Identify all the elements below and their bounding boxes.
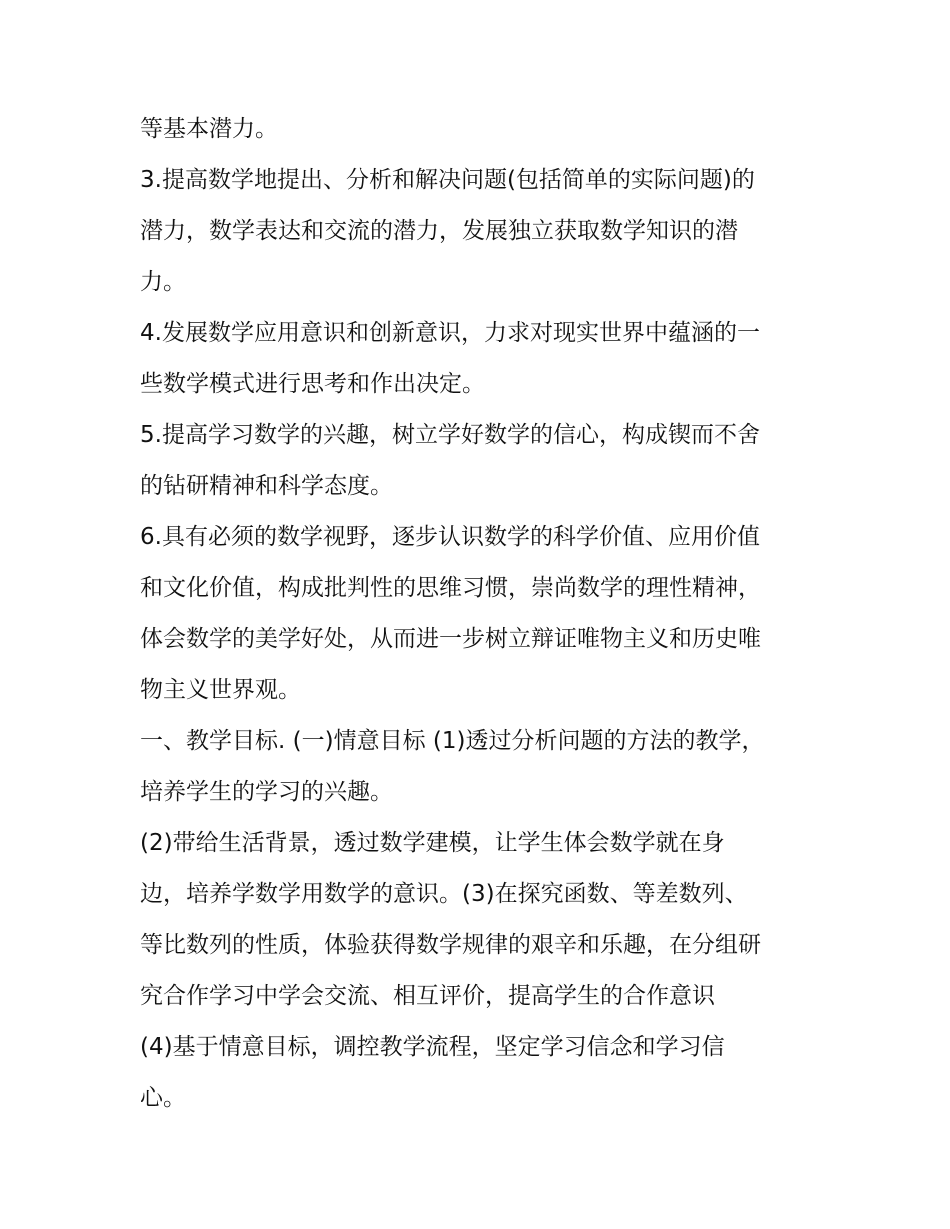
text-line: 潜力，数学表达和交流的潜力，发展独立获取数学知识的潜 [140,218,738,244]
text-line: (2)带给生活背景，透过数学建模，让学生体会数学就在身 [140,830,725,856]
text-line: (4)基于情意目标，调控教学流程，坚定学习信念和学习信 [140,1034,725,1060]
text-line: 体会数学的美学好处，从而进一步树立辩证唯物主义和历史唯 [140,626,761,652]
text-line: 一、教学目标. (一)情意目标 (1)透过分析问题的方法的教学， [140,728,765,754]
text-line: 心。 [140,1085,186,1111]
text-line: 究合作学习中学会交流、相互评价，提高学生的合作意识 [140,983,715,1009]
text-line: 力。 [140,269,186,295]
text-line: 3.提高数学地提出、分析和解决问题(包括简单的实际问题)的 [140,167,755,193]
text-line: 5.提高学习数学的兴趣，树立学好数学的信心，构成锲而不舍 [140,422,760,448]
text-line: 4.发展数学应用意识和创新意识，力求对现实世界中蕴涵的一 [140,320,760,346]
text-line: 些数学模式进行思考和作出决定。 [140,371,485,397]
text-line: 和文化价值，构成批判性的思维习惯，崇尚数学的理性精神， [140,575,761,601]
text-line: 等基本潜力。 [140,116,278,142]
text-line: 物主义世界观。 [140,677,301,703]
text-line: 培养学生的学习的兴趣。 [140,779,393,805]
document-body [140,104,830,1124]
text-line: 等比数列的性质，体验获得数学规律的艰辛和乐趣，在分组研 [140,932,761,958]
text-line: 6.具有必须的数学视野，逐步认识数学的科学价值、应用价值 [140,524,760,550]
text-line: 边，培养学数学用数学的意识。(3)在探究函数、等差数列、 [140,881,748,907]
text-line: 的钻研精神和科学态度。 [140,473,393,499]
